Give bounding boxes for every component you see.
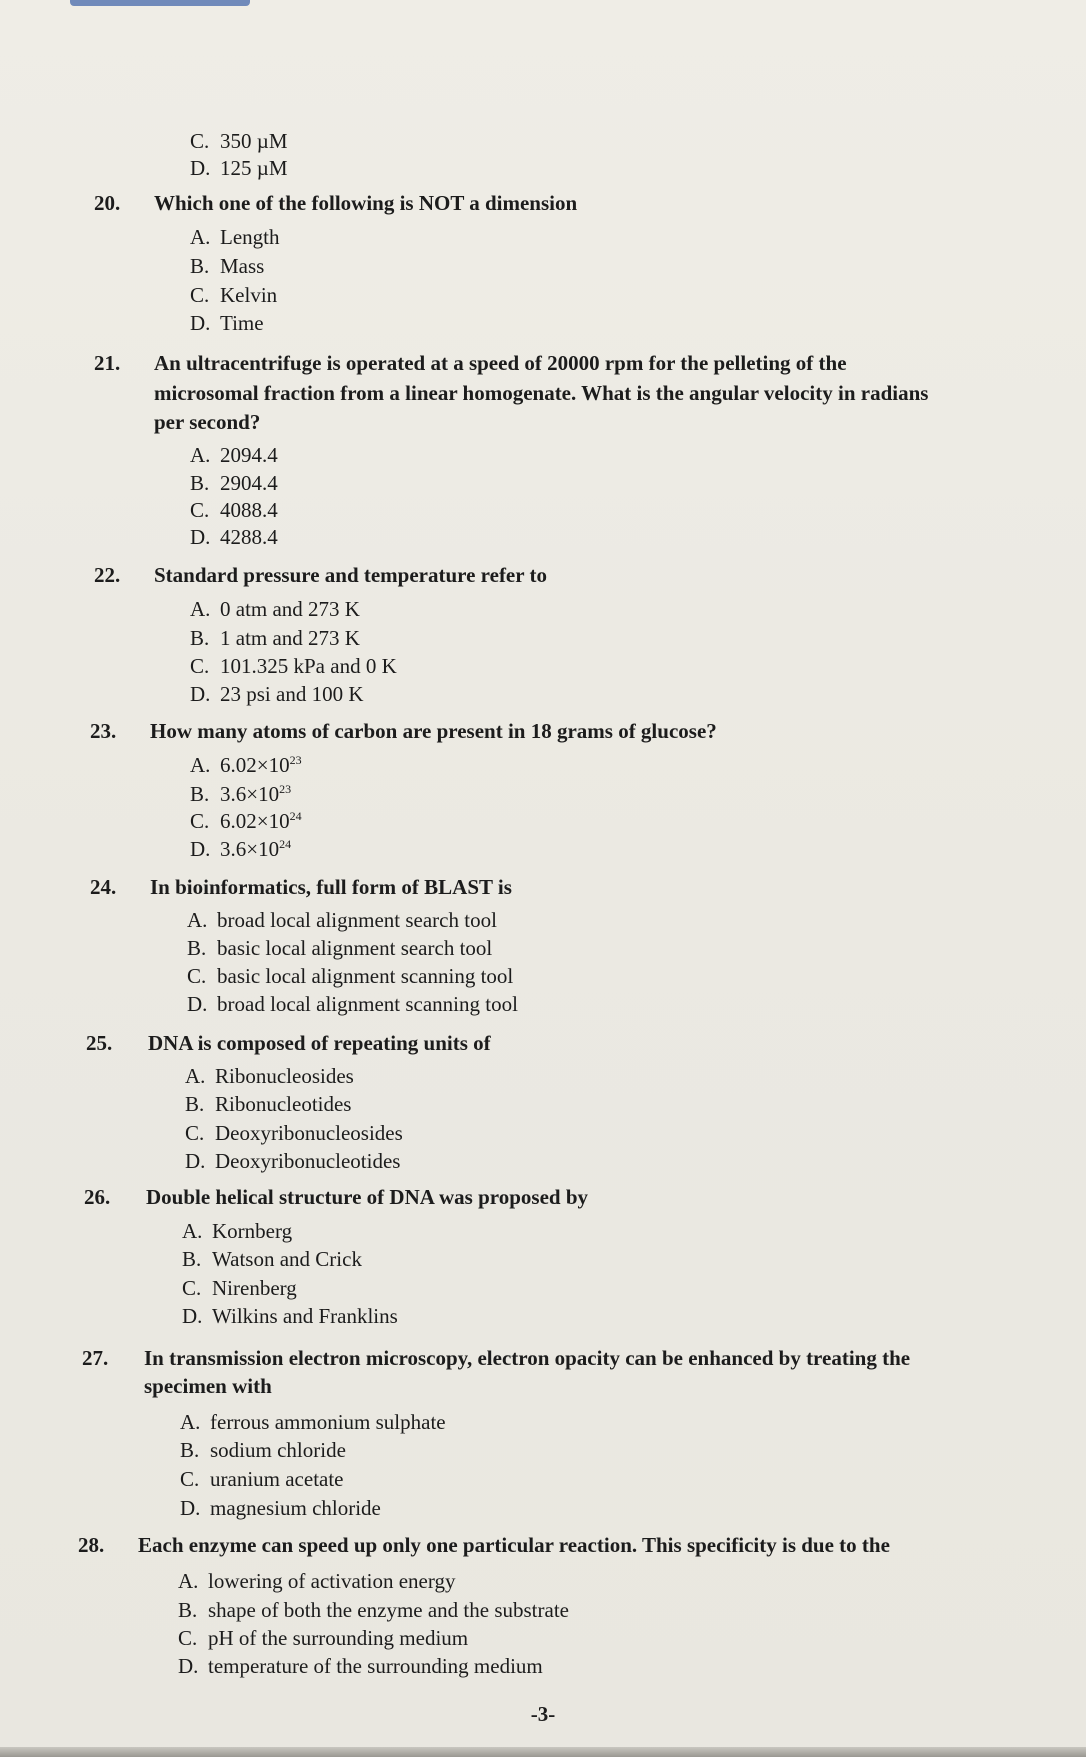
option-a: A. Kornberg xyxy=(182,1219,293,1243)
option-d: D. 125 µM xyxy=(190,156,288,180)
option-c: C. Nirenberg xyxy=(182,1276,297,1300)
option-d: D. 23 psi and 100 K xyxy=(190,682,364,706)
option-c: C. pH of the surrounding medium xyxy=(178,1626,469,1650)
option-b: B. $3.6\times 10^{23}$ xyxy=(190,782,292,806)
option-b: B. 1 atm and 273 K xyxy=(190,626,360,650)
option-c: C. 4088.4 xyxy=(190,498,278,522)
option-d: D. broad local alignment scanning tool xyxy=(187,992,518,1016)
option-d: D. magnesium chloride xyxy=(180,1496,381,1520)
option-c: C. basic local alignment scanning tool xyxy=(187,964,514,988)
option-c: C. Kelvin xyxy=(190,283,278,307)
question-number: 21. xyxy=(94,351,121,375)
question-text: Which one of the following is NOT a dimension xyxy=(154,191,578,215)
option-c: C. Deoxyribonucleosides xyxy=(185,1121,403,1145)
question-text-line-2: specimen with xyxy=(144,1374,272,1398)
question-number: 24. xyxy=(90,875,117,899)
option-c: C. 350 µM xyxy=(190,129,288,153)
option-a: A. Length xyxy=(190,225,280,249)
option-c: C. 101.325 kPa and 0 K xyxy=(190,654,397,678)
question-number: 22. xyxy=(94,563,121,587)
question-number: 28. xyxy=(78,1533,105,1557)
option-b: B. 2904.4 xyxy=(190,471,278,495)
question-text-line-1: In transmission electron microscopy, electron opacity can be enhanced by treating the xyxy=(144,1346,911,1370)
option-a: A. ferrous ammonium sulphate xyxy=(180,1410,446,1434)
question-text: Standard pressure and temperature refer to xyxy=(154,563,547,587)
option-d: D. $3.6\times 10^{24}$ xyxy=(190,837,292,861)
option-a: A. broad local alignment search tool xyxy=(187,908,497,932)
question-number: 25. xyxy=(86,1031,113,1055)
question-text: Each enzyme can speed up only one particular reaction. This specificity is due to the xyxy=(138,1533,890,1557)
option-d: D. Deoxyribonucleotides xyxy=(185,1149,401,1173)
page-number: -3- xyxy=(530,1702,556,1726)
question-text-line-3: per second? xyxy=(154,410,261,434)
option-b: B. sodium chloride xyxy=(180,1438,346,1462)
option-b: B. Watson and Crick xyxy=(182,1247,362,1271)
question-number: 20. xyxy=(94,191,121,215)
question-text-line-2: microsomal fraction from a linear homogenate. What is the angular velocity in radians xyxy=(154,381,929,405)
option-c: C. $6.02\times 10^{24}$ xyxy=(190,809,302,833)
option-b: B. Mass xyxy=(190,254,265,278)
question-text: How many atoms of carbon are present in 18 grams of glucose? xyxy=(150,719,717,743)
question-text-line-1: An ultracentrifuge is operated at a speed of 20000 rpm for the pelleting of the xyxy=(154,351,847,375)
option-b: B. Ribonucleotides xyxy=(185,1092,352,1116)
question-text: Double helical structure of DNA was proposed by xyxy=(146,1185,588,1209)
page-bottom-edge xyxy=(0,1747,1086,1757)
option-d: D. Wilkins and Franklins xyxy=(182,1304,398,1328)
option-b: B. basic local alignment search tool xyxy=(187,936,493,960)
question-number: 26. xyxy=(84,1185,111,1209)
option-a: A. lowering of activation energy xyxy=(178,1569,456,1593)
option-c: C. uranium acetate xyxy=(180,1467,344,1491)
question-number: 23. xyxy=(90,719,117,743)
question-text: In bioinformatics, full form of BLAST is xyxy=(150,875,512,899)
option-d: D. temperature of the surrounding medium xyxy=(178,1654,543,1678)
option-a: A. $6.02\times 10^{23}$ xyxy=(190,753,302,777)
question-number: 27. xyxy=(82,1346,109,1370)
option-a: A. 2094.4 xyxy=(190,443,278,467)
question-text: DNA is composed of repeating units of xyxy=(148,1031,491,1055)
option-a: A. 0 atm and 273 K xyxy=(190,597,360,621)
option-a: A. Ribonucleosides xyxy=(185,1064,354,1088)
option-d: D. 4288.4 xyxy=(190,525,278,549)
option-b: B. shape of both the enzyme and the substrate xyxy=(178,1598,569,1622)
option-d: D. Time xyxy=(190,311,264,335)
